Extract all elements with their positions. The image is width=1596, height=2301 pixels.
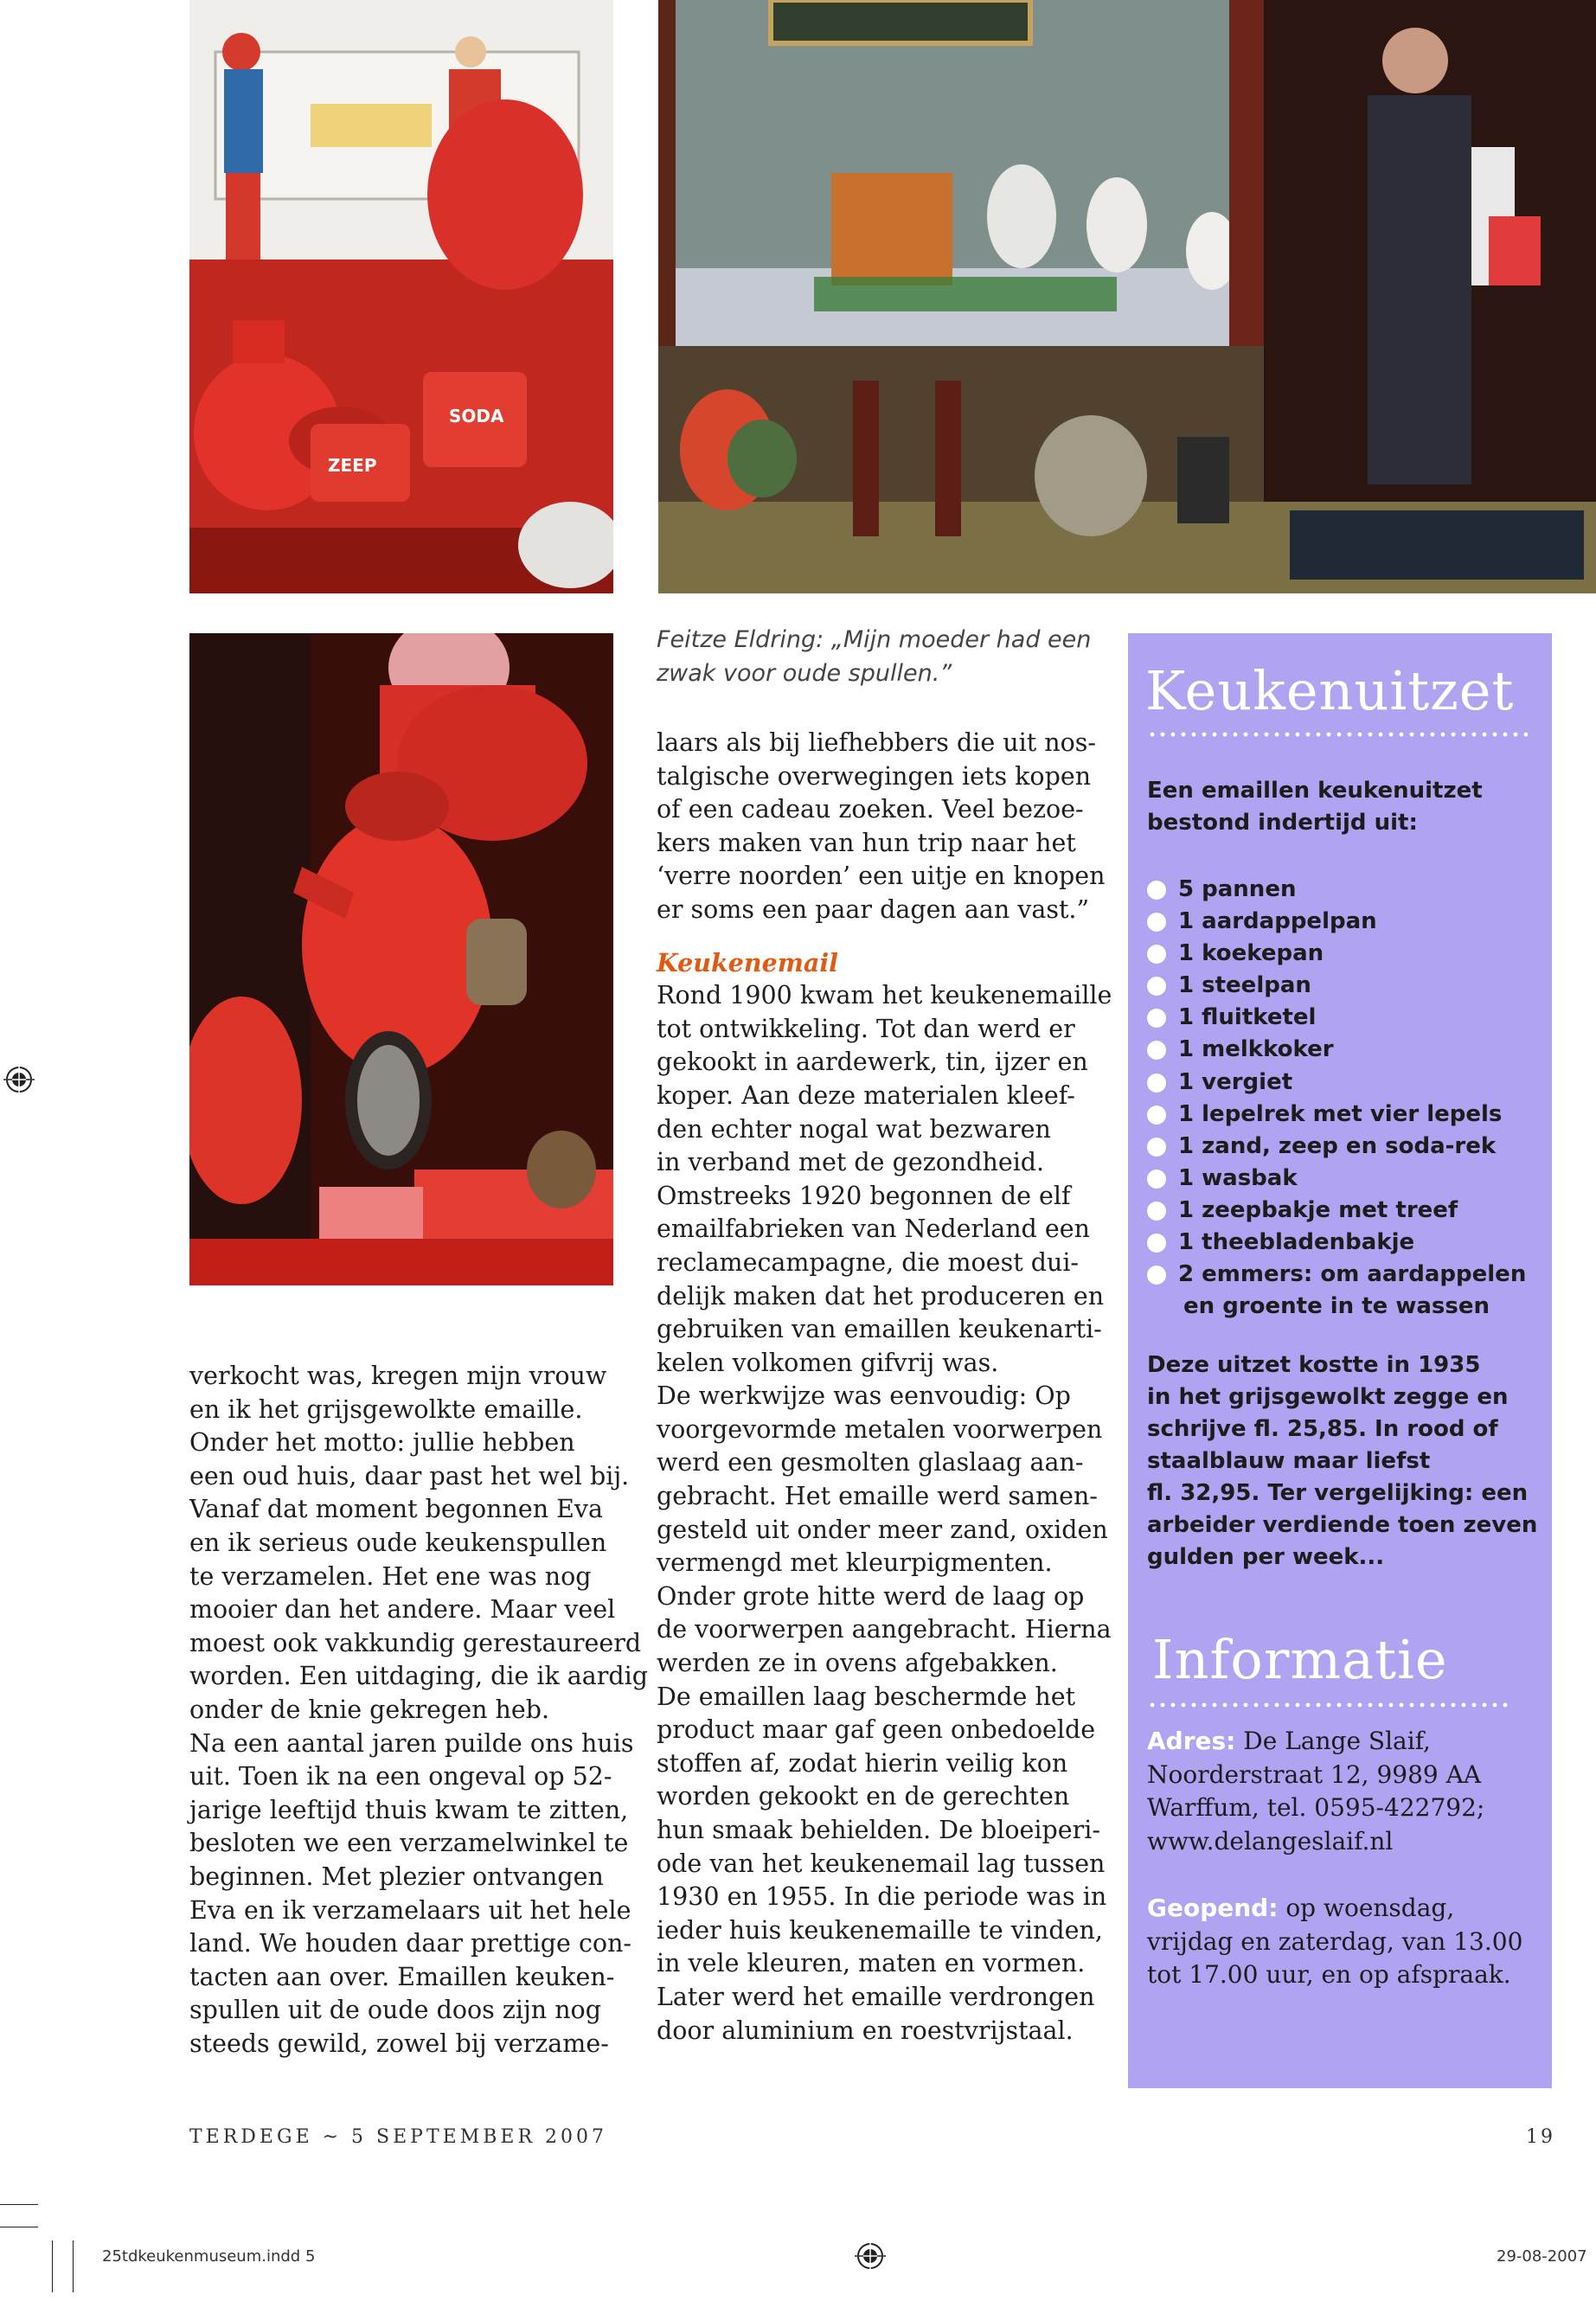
list-item bbox=[1147, 906, 1526, 938]
caption-line: zwak voor oude spullen.” bbox=[657, 660, 952, 687]
body-line: den echter nogal wat bezwaren bbox=[657, 1114, 1051, 1144]
list-item bbox=[1147, 1034, 1526, 1066]
kitchenware-illustration bbox=[189, 0, 613, 593]
body-line: reclamecampagne, die moest dui- bbox=[657, 1247, 1080, 1277]
dotted-divider bbox=[1147, 732, 1528, 737]
bullet-icon bbox=[1147, 1074, 1166, 1093]
enamel-kitchenware-photo bbox=[189, 0, 613, 593]
list-item-text: 2 emmers: om aardappelen bbox=[1178, 1261, 1527, 1288]
body-line: uit. Toen ik na een ongeval op 52- bbox=[189, 1762, 612, 1791]
price-line: gulden per week... bbox=[1147, 1544, 1385, 1570]
body-line: Na een aantal jaren puilde ons huis bbox=[189, 1728, 634, 1758]
list-item-text: 1 melkkoker bbox=[1178, 1036, 1334, 1063]
address-label: Adres: bbox=[1147, 1727, 1236, 1755]
kitchen-set-list bbox=[1147, 874, 1526, 1323]
kettles-illustration bbox=[189, 633, 613, 1285]
list-item-text: 1 vergiet bbox=[1178, 1068, 1293, 1095]
body-line: worden gekookt en de gerechten bbox=[657, 1782, 1070, 1811]
body-line: werd een gesmolten glaslaag aan- bbox=[657, 1448, 1084, 1477]
list-item bbox=[1147, 938, 1526, 970]
bullet-icon bbox=[1147, 1138, 1166, 1157]
caption-line: Feitze Eldring: „Mijn moeder had een bbox=[657, 626, 1092, 653]
photo-caption bbox=[657, 623, 1091, 690]
address-line: Warffum, tel. 0595-422792; bbox=[1147, 1793, 1485, 1822]
body-line: ieder huis keukenemaille te vinden, bbox=[657, 1915, 1103, 1945]
body-line: De emaillen laag beschermde het bbox=[657, 1682, 1076, 1711]
magazine-footer: TERDEGE ~ 5 SEPTEMBER 2007 bbox=[189, 2126, 608, 2148]
body-line: Vanaf dat moment begonnen Eva bbox=[189, 1495, 604, 1524]
sidebar-box bbox=[1128, 633, 1552, 2088]
list-item bbox=[1147, 1131, 1526, 1163]
list-item-text: 1 wasbak bbox=[1178, 1164, 1298, 1191]
price-line: in het grijsgewolkt zegge en bbox=[1147, 1384, 1509, 1410]
body-line: jarige leeftijd thuis kwam te zitten, bbox=[189, 1795, 629, 1824]
opening-hours-block bbox=[1147, 1892, 1522, 1992]
bullet-icon bbox=[1147, 945, 1166, 964]
body-line: of een cadeau zoeken. Veel bezoe- bbox=[657, 795, 1084, 824]
body-line: gekookt in aardewerk, tin, ijzer en bbox=[657, 1048, 1088, 1077]
opening-line: vrijdag en zaterdag, van 13.00 bbox=[1147, 1926, 1523, 1956]
body-line: Later werd het emaille verdrongen bbox=[657, 1982, 1095, 2011]
body-line: spullen uit de oude doos zijn nog bbox=[189, 1996, 601, 2025]
body-line: beginnen. Met plezier ontvangen bbox=[189, 1862, 604, 1891]
list-item-text: 1 steelpan bbox=[1178, 972, 1311, 999]
body-line: moest ook vakkundig gerestaureerd bbox=[189, 1628, 642, 1657]
body-line: kers maken van hun trip naar het bbox=[657, 828, 1076, 857]
bullet-icon bbox=[1147, 1170, 1166, 1189]
list-item-text: 1 zand, zeep en soda-rek bbox=[1178, 1132, 1497, 1159]
price-line: fl. 32,95. Ter vergelijking: een bbox=[1147, 1480, 1529, 1506]
svg-text:ZEEP: ZEEP bbox=[328, 455, 377, 476]
list-item-text: 1 lepelrek met vier lepels bbox=[1178, 1100, 1503, 1127]
body-line: onder de knie gekregen heb. bbox=[189, 1695, 550, 1724]
body-line: in vele kleuren, maten en vormen. bbox=[657, 1949, 1086, 1978]
body-line: vermengd met kleurpigmenten. bbox=[657, 1548, 1053, 1578]
price-line: schrijve fl. 25,85. In rood of bbox=[1147, 1416, 1498, 1442]
crop-mark bbox=[73, 2240, 74, 2292]
list-item-text: 1 aardappelpan bbox=[1178, 908, 1377, 935]
list-item-continuation: en groente in te wassen bbox=[1183, 1293, 1490, 1320]
body-line: te verzamelen. Het ene was nog bbox=[189, 1561, 592, 1591]
body-line: er soms een paar dagen aan vast.” bbox=[657, 894, 1090, 924]
body-line: product maar gaf geen onbedoelde bbox=[657, 1715, 1096, 1745]
price-line: staalblauw maar liefst bbox=[1147, 1448, 1431, 1474]
bullet-icon bbox=[1147, 1202, 1166, 1221]
body-line: Onder het motto: jullie hebben bbox=[189, 1428, 575, 1458]
price-line: arbeider verdiende toen zeven bbox=[1147, 1512, 1538, 1538]
body-line: tot ontwikkeling. Tot dan werd er bbox=[657, 1014, 1075, 1043]
intro-line: bestond indertijd uit: bbox=[1147, 810, 1418, 836]
page-number: 19 bbox=[1526, 2126, 1555, 2148]
address-block bbox=[1147, 1725, 1484, 1858]
body-line: gebracht. Het emaille werd samen- bbox=[657, 1482, 1098, 1511]
bullet-icon bbox=[1147, 1234, 1166, 1253]
body-line: in verband met de gezondheid. bbox=[657, 1148, 1045, 1177]
body-line: besloten we een verzamelwinkel te bbox=[189, 1829, 629, 1858]
body-line: stoffen af, zodat hierin veilig kon bbox=[657, 1748, 1068, 1778]
bullet-icon bbox=[1147, 1266, 1166, 1285]
list-item bbox=[1147, 1067, 1526, 1099]
list-item bbox=[1147, 970, 1526, 1002]
list-item-text: 1 koekepan bbox=[1178, 940, 1324, 967]
file-slug: 25tdkeukenmuseum.indd 5 bbox=[102, 2247, 316, 2266]
bullet-icon bbox=[1147, 913, 1166, 932]
body-line: 1930 en 1955. In die periode was in bbox=[657, 1882, 1107, 1912]
sidebar-intro bbox=[1147, 775, 1483, 839]
crop-mark bbox=[0, 2204, 38, 2205]
article-column-2 bbox=[657, 727, 1112, 2048]
body-line: en ik het grijsgewolkte emaille. bbox=[189, 1394, 583, 1424]
body-line: en ik serieus oude keukenspullen bbox=[189, 1528, 607, 1557]
body-line: Onder grote hitte werd de laag op bbox=[657, 1581, 1085, 1611]
body-line: steeds gewild, zowel bij verzame- bbox=[189, 2029, 609, 2058]
body-line: verkocht was, kregen mijn vrouw bbox=[189, 1362, 607, 1390]
list-item-text: 1 theebladenbakje bbox=[1178, 1229, 1415, 1256]
article-column-1 bbox=[189, 1360, 648, 2061]
body-line: land. We houden daar prettige con- bbox=[189, 1929, 632, 1958]
opening-label: Geopend: bbox=[1147, 1894, 1279, 1922]
crop-mark bbox=[52, 2240, 53, 2292]
intro-line: Een emaillen keukenuitzet bbox=[1147, 778, 1483, 804]
body-line: tacten aan over. Emaillen keuken- bbox=[189, 1962, 615, 1991]
body-line: ‘verre noorden’ een uitje en knopen bbox=[657, 862, 1106, 891]
red-kettles-photo bbox=[189, 633, 613, 1285]
body-line: een oud huis, daar past het wel bij. bbox=[189, 1461, 630, 1490]
body-line: gesteld uit onder meer zand, oxiden bbox=[657, 1515, 1108, 1544]
list-item bbox=[1147, 1002, 1526, 1034]
price-line: Deze uitzet kostte in 1935 bbox=[1147, 1352, 1481, 1378]
body-line: werden ze in ovens afgebakken. bbox=[657, 1649, 1058, 1678]
body-line: gebruiken van emaillen keukenarti- bbox=[657, 1315, 1102, 1344]
body-line: delijk maken dat het produceren en bbox=[657, 1281, 1105, 1311]
bullet-icon bbox=[1147, 1041, 1166, 1060]
list-item bbox=[1147, 1227, 1526, 1259]
body-line: Rond 1900 kwam het keukenemaille bbox=[657, 981, 1112, 1010]
list-item-text: 5 pannen bbox=[1178, 876, 1297, 902]
address-line: De Lange Slaif, bbox=[1235, 1727, 1431, 1755]
print-date: 29-08-2007 bbox=[1497, 2247, 1587, 2266]
body-line: ode van het keukenemail lag tussen bbox=[657, 1849, 1106, 1878]
body-line: laars als bij liefhebbers die uit nos- bbox=[657, 728, 1097, 757]
body-line: mooier dan het andere. Maar veel bbox=[189, 1595, 616, 1625]
bullet-icon bbox=[1147, 977, 1166, 996]
list-item bbox=[1147, 1163, 1526, 1195]
registration-mark-icon bbox=[3, 1064, 35, 1095]
body-line: koper. Aan deze materialen kleef- bbox=[657, 1080, 1075, 1110]
body-line: talgische overwegingen iets kopen bbox=[657, 761, 1092, 791]
body-line: door aluminium en roestvrijstaal. bbox=[657, 2016, 1074, 2045]
registration-mark-icon bbox=[855, 2240, 886, 2272]
svg-text:SODA: SODA bbox=[449, 406, 504, 426]
sidebar-price-text bbox=[1147, 1349, 1537, 1574]
dotted-divider bbox=[1147, 1702, 1510, 1708]
bullet-icon bbox=[1147, 881, 1166, 900]
body-line: kelen volkomen gifvrij was. bbox=[657, 1348, 999, 1377]
list-item bbox=[1147, 1195, 1526, 1227]
list-item bbox=[1147, 874, 1526, 906]
body-line: de voorwerpen aangebracht. Hierna bbox=[657, 1615, 1112, 1644]
info-title: Informatie bbox=[1152, 1628, 1448, 1691]
list-item bbox=[1147, 1099, 1526, 1131]
opening-line: op woensdag, bbox=[1278, 1894, 1455, 1922]
list-item-text: 1 fluitketel bbox=[1178, 1004, 1317, 1031]
section-subheading: Keukenemail bbox=[657, 947, 839, 977]
opening-line: tot 17.00 uur, en op afspraak. bbox=[1147, 1960, 1511, 1989]
bullet-icon bbox=[1147, 1106, 1166, 1125]
list-item-text: 1 zeepbakje met treef bbox=[1178, 1196, 1458, 1223]
body-line: Omstreeks 1920 begonnen de elf bbox=[657, 1181, 1071, 1210]
body-line: De werkwijze was eenvoudig: Op bbox=[657, 1381, 1071, 1411]
list-item bbox=[1147, 1259, 1526, 1323]
shop-window-photo bbox=[658, 0, 1596, 593]
body-line: emailfabrieken van Nederland een bbox=[657, 1215, 1090, 1244]
body-line: worden. Een uitdaging, die ik aardig bbox=[189, 1662, 649, 1691]
address-line: Noorderstraat 12, 9989 AA bbox=[1147, 1759, 1482, 1789]
body-line: voorgevormde metalen voorwerpen bbox=[657, 1414, 1103, 1444]
bullet-icon bbox=[1147, 1009, 1166, 1028]
website-link[interactable]: www.delangeslaif.nl bbox=[1147, 1826, 1394, 1856]
shop-front-illustration bbox=[658, 0, 1596, 593]
body-line: Eva en ik verzamelaars uit het hele bbox=[189, 1895, 631, 1925]
body-line: hun smaak behielden. De bloeiperi- bbox=[657, 1816, 1100, 1844]
sidebar-title: Keukenuitzet bbox=[1145, 659, 1515, 722]
